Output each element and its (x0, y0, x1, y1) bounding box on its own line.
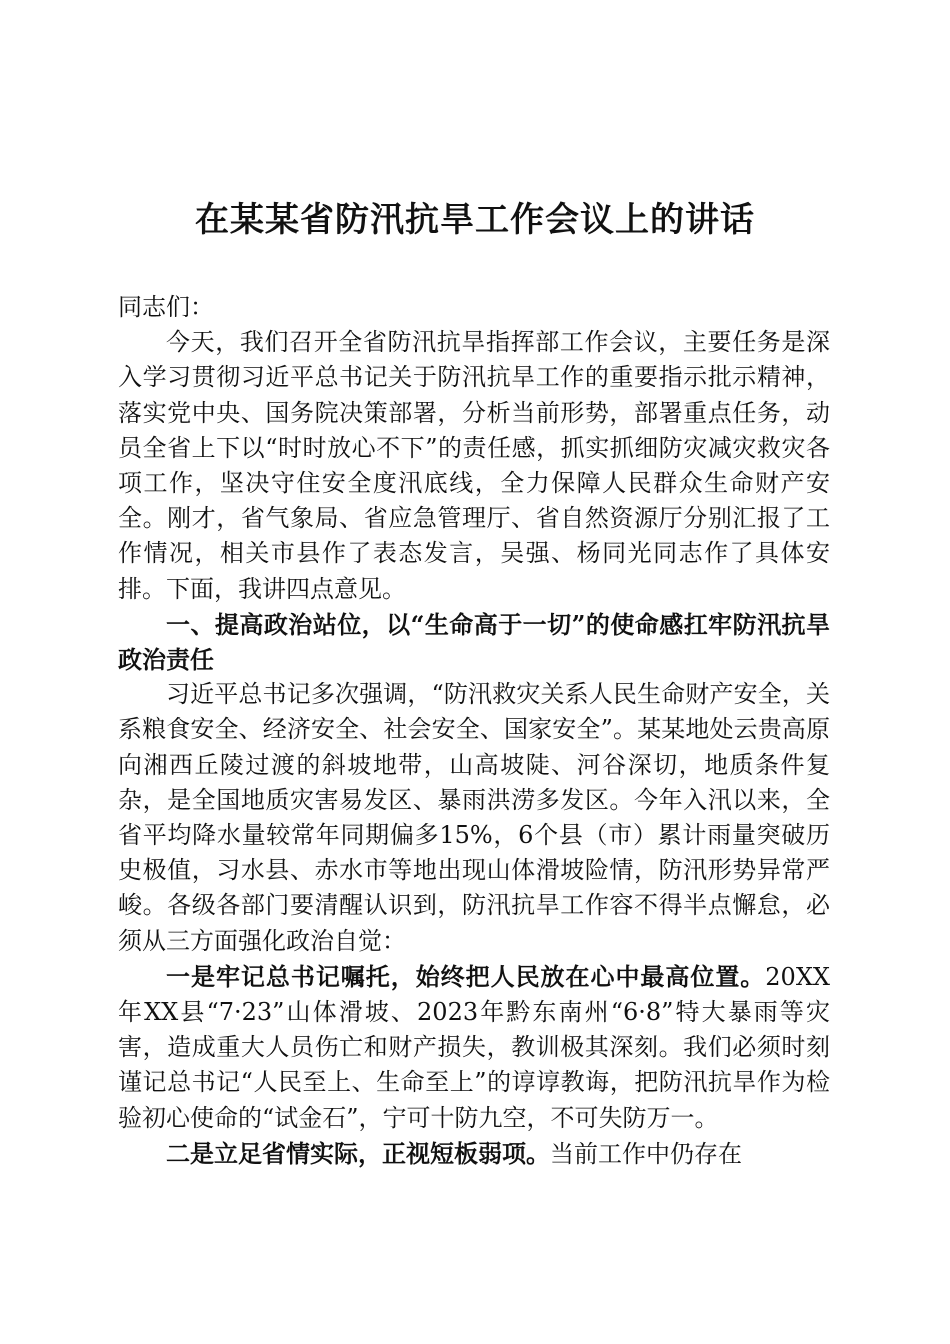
point-1-paragraph (118, 959, 830, 1136)
point-2-text: 当前工作中仍存在 (550, 1139, 742, 1168)
point-1-text: 20XX年XX县“7·23”山体滑坡、2023年黔东南州“6·8”特大暴雨等灾害，造成重大人员伤亡和财产损失，教训极其深刻。我们必须时刻谨记总书记“人民至上、生命至上”的谆谆教诲，把防汛抗旱作为检验初心使命的“试金石”，宁可十防九空，不可失防万一。 (118, 962, 830, 1132)
point-2-lead: 二是立足省情实际，正视短板弱项。 (166, 1138, 550, 1168)
intro-paragraph: 今天，我们召开全省防汛抗旱指挥部工作会议，主要任务是深入学习贯彻习近平总书记关于防汛抗旱工作的重要指示批示精神，落实党中央、国务院决策部署，分析当前形势，部署重点任务，动员全省上下以“时时放心不下”的责任感，抓实抓细防灾减灾救灾各项工作，坚决守住安全度汛底线，全力保障人民群众生命财产安全。刚才，省气象局、省应急管理厅、省自然资源厅分别汇报了工作情况，相关市县作了表态发言，吴强、杨同光同志作了具体安排。下面，我讲四点意见。 (118, 328, 830, 603)
document-title: 在某某省防汛抗旱工作会议上的讲话 (195, 200, 755, 240)
section-1-paragraph: 习近平总书记多次强调，“防汛救灾关系人民生命财产安全，关系粮食安全、经济安全、社会安全、国家安全”。某某地处云贵高原向湘西丘陵过渡的斜坡地带，山高坡陡、河谷深切，地质条件复杂，是全国地质灾害易发区、暴雨洪涝多发区。今年入汛以来，全省平均降水量较常年同期偏多15%，6个县（市）累计雨量突破历史极值，习水县、赤水市等地出现山体滑坡险情，防汛形势异常严峻。各级各部门要清醒认识到，防汛抗旱工作容不得半点懈怠，必须从三方面强化政治自觉： (118, 680, 830, 955)
salutation: 同志们： (118, 293, 214, 321)
point-2-paragraph (118, 1136, 830, 1172)
document-body (118, 290, 830, 1172)
point-1-lead: 一是牢记总书记嘱托，始终把人民放在心中最高位置。 (166, 961, 766, 991)
section-heading-1: 一、提高政治站位，以“生命高于一切”的使命感扛牢防汛抗旱政治责任 (118, 609, 830, 675)
